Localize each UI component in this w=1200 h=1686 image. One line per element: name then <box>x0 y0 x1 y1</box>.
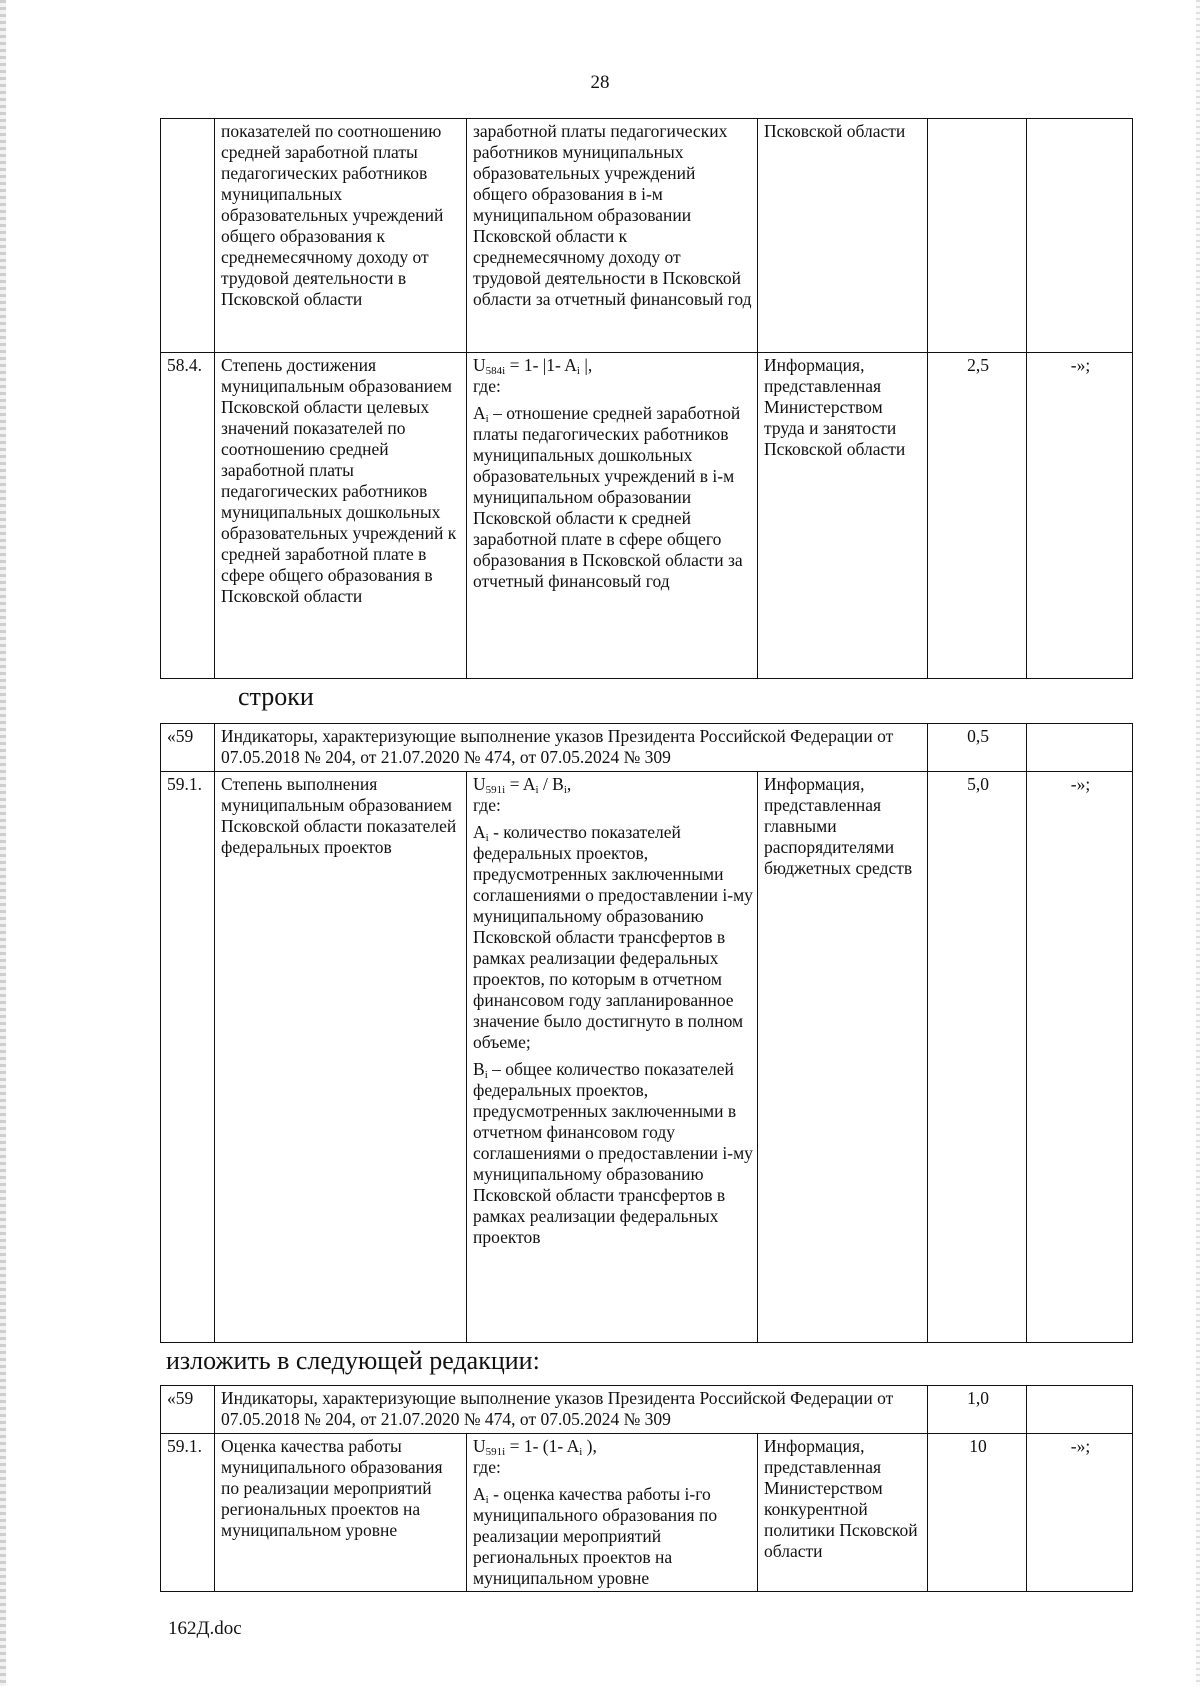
table-header-row <box>161 724 1133 772</box>
formula-cell <box>467 353 758 679</box>
formula: $U_{584i} = 1-$ |1- $A_i$ |, <box>473 355 593 377</box>
formula-cell <box>467 1434 758 1592</box>
weight-cell: 5,0 <box>928 772 1027 1343</box>
definition-b: $B_i$ – общее количество показателей федеральных проектов, предусмотренных заключенными в отчетном финансовом году соглашениями о предоставлении i-му муниципальному образованию Псковской области трансфертов в рамках реализации федеральных проектов <box>473 1059 753 1247</box>
end-cell: -»; <box>1027 1434 1133 1592</box>
indicator-name: Степень достижения муниципальным образованием Псковской области целевых значений показателей по соотношению средней заработной платы педагогических работников муниципальных дошкольных образовательных учреждений к средней заработной плате в сфере общего образования в Псковской области <box>215 353 467 679</box>
table-new-version <box>160 1385 1133 1592</box>
table-row <box>161 119 1133 353</box>
definition-a: $A_i$ - оценка качества работы i-го муниципального образования по реализации мероприятий региональных проектов на муниципальном уровне <box>473 1484 718 1588</box>
file-name-footer: 162Д.doc <box>168 1618 242 1639</box>
table-old-version <box>160 723 1133 1343</box>
source-cell: Информация, представленная главными распорядителями бюджетных средств <box>758 772 928 1343</box>
weight-cell: 0,5 <box>928 724 1027 772</box>
weight-cell: 10 <box>928 1434 1027 1592</box>
weight-cell: 1,0 <box>928 1386 1027 1434</box>
end-cell: -»; <box>1027 353 1133 679</box>
end-cell <box>1027 1386 1133 1434</box>
definition-text: заработной платы педагогических работников муниципальных образовательных учреждений общего образования в i-м муниципальном образовании Псковской области к среднемесячному доходу от трудовой деятельности в Псковской области за отчетный финансовый год <box>473 121 752 309</box>
indicator-name: Оценка качества работы муниципального образования по реализации мероприятий региональных проектов на муниципальном уровне <box>215 1434 467 1592</box>
source-cell: Информация, представленная Министерством конкурентной политики Псковской области <box>758 1434 928 1592</box>
section-number: «59 <box>161 1386 215 1434</box>
where-label: где: <box>473 376 501 396</box>
formula-cell <box>467 119 758 353</box>
definition-a: $A_i$ – отношение средней заработной платы педагогических работников муниципальных дошкольных образовательных учреждений в i-м муниципальном образовании Псковской области к средней заработной плате в сфере общего образования в Псковской области за отчетный финансовый год <box>473 403 743 591</box>
formula: $U_{591i} = A_i / B_i$, <box>473 774 572 796</box>
table-header-row <box>161 1386 1133 1434</box>
weight-cell <box>928 119 1027 353</box>
caption-rows: строки <box>238 682 314 711</box>
source-cell: Псковской области <box>758 119 928 353</box>
weight-cell: 2,5 <box>928 353 1027 679</box>
section-title: Индикаторы, характеризующие выполнение указов Президента Российской Федерации от 07.05.2018 № 204, от 21.07.2020 № 474, от 07.05.2024 № 309 <box>215 724 928 772</box>
table-row <box>161 353 1133 679</box>
indicator-name: показателей по соотношению средней заработной платы педагогических работников муниципальных образовательных учреждений общего образования к среднемесячному доходу от трудовой деятельности в Псковской области <box>215 119 467 353</box>
row-number: 58.4. <box>161 353 215 679</box>
table-row <box>161 1434 1133 1592</box>
row-number <box>161 119 215 353</box>
formula: $U_{591i} = 1-$ (1- $A_i$ ), <box>473 1436 597 1458</box>
row-number: 59.1. <box>161 772 215 1343</box>
scan-edge-right <box>1196 0 1200 1686</box>
scan-edge-left <box>0 0 6 1686</box>
end-cell: -»; <box>1027 772 1133 1343</box>
section-title: Индикаторы, характеризующие выполнение указов Президента Российской Федерации от 07.05.2018 № 204, от 21.07.2020 № 474, от 07.05.2024 № 309 <box>215 1386 928 1434</box>
caption-new-version: изложить в следующей редакции: <box>166 1346 540 1375</box>
where-label: где: <box>473 1457 501 1477</box>
definition-a: $A_i$ - количество показателей федеральных проектов, предусмотренных заключенными соглашениями о предоставлении i-му муниципальному образованию Псковской области трансфертов в рамках реализации федеральных проектов, по которым в отчетном финансовом году запланированное значение было достигнуто в полном объеме; <box>473 822 753 1052</box>
where-label: где: <box>473 795 501 815</box>
indicator-name: Степень выполнения муниципальным образованием Псковской области показателей федеральных проектов <box>215 772 467 1343</box>
page-number: 28 <box>590 72 610 93</box>
formula-cell <box>467 772 758 1343</box>
section-number: «59 <box>161 724 215 772</box>
table-continuation <box>160 118 1133 679</box>
end-cell <box>1027 724 1133 772</box>
source-cell: Информация, представленная Министерством труда и занятости Псковской области <box>758 353 928 679</box>
end-cell <box>1027 119 1133 353</box>
table-row <box>161 772 1133 1343</box>
row-number: 59.1. <box>161 1434 215 1592</box>
